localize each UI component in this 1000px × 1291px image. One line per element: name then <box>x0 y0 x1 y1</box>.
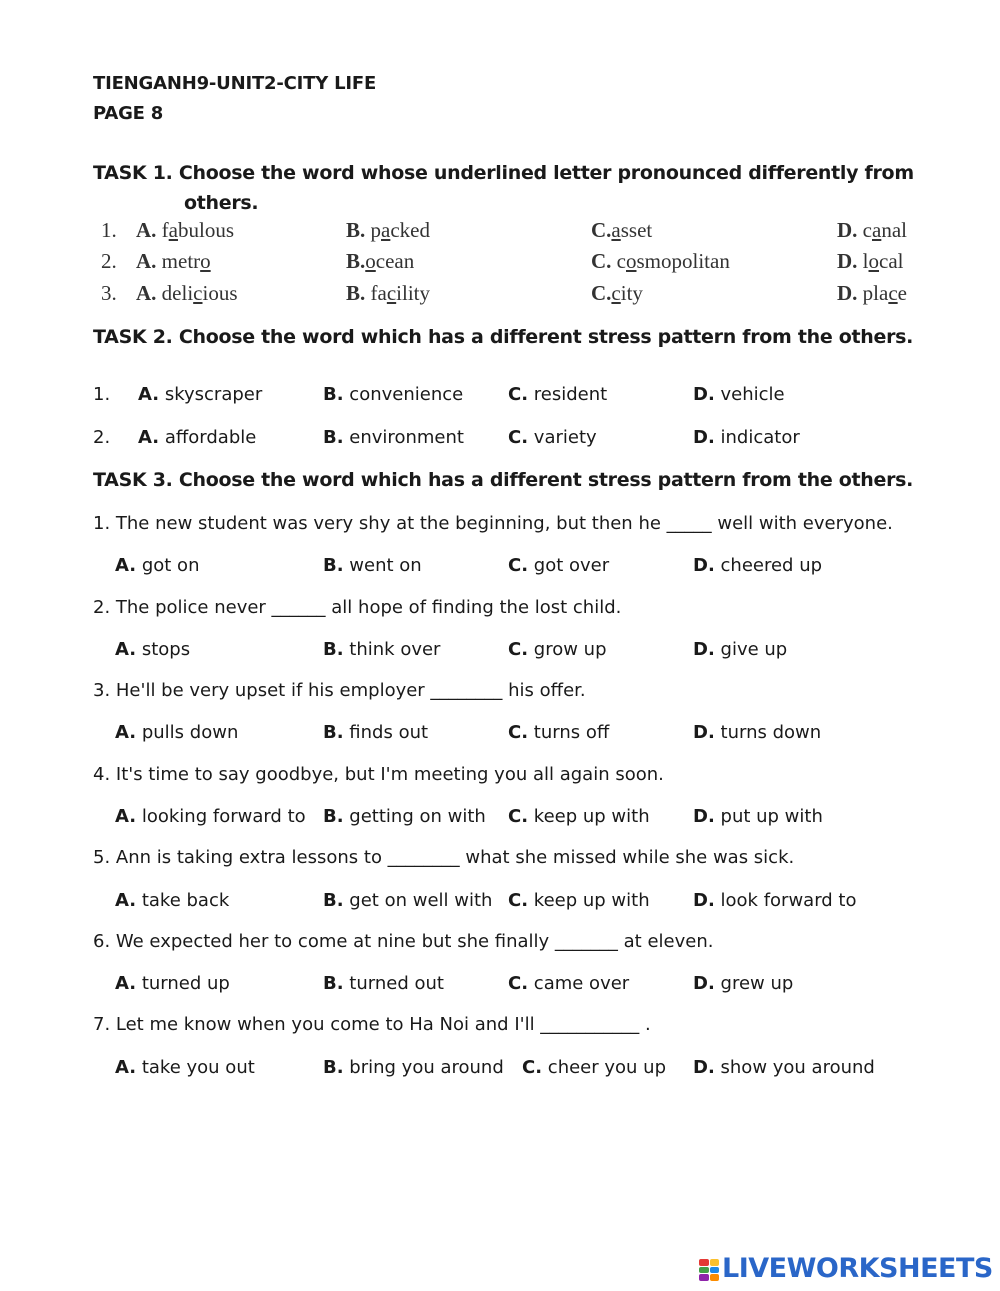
option-letter: D. <box>693 384 715 405</box>
word-part: nal <box>881 218 907 242</box>
option-letter: B. <box>346 218 366 242</box>
option-letter: A. <box>115 973 137 994</box>
word-part: f <box>161 218 169 242</box>
option-text: turns down <box>720 722 822 743</box>
option-letter: D. <box>693 973 715 994</box>
t1-q2-option-c[interactable] <box>591 249 730 274</box>
option-letter: B. <box>323 427 344 448</box>
word-part: l <box>862 249 869 273</box>
t3-q2-option-a[interactable] <box>115 639 190 660</box>
word-part: e <box>897 281 907 305</box>
option-text: take back <box>141 890 230 911</box>
t3-q7-option-d[interactable] <box>693 1057 875 1078</box>
option-letter: A. <box>115 1057 137 1078</box>
t3-q6-option-a[interactable] <box>115 973 230 994</box>
underlined-letter: o <box>868 249 880 273</box>
word-part: sset <box>620 218 653 242</box>
option-text: look forward to <box>720 890 857 911</box>
underlined-letter: o <box>365 249 376 273</box>
t3-q5-option-d[interactable] <box>693 890 857 911</box>
t1-q1-num: 1. <box>101 218 117 242</box>
underlined-letter: c <box>611 281 621 305</box>
option-letter: B. <box>323 1057 344 1078</box>
t3-q7-question: 7. Let me know when you come to Ha Noi and I'll ___________ . <box>93 1014 651 1035</box>
t2-q2-option-a[interactable] <box>138 427 256 448</box>
option-letter: C. <box>508 973 529 994</box>
t3-q6-option-c[interactable] <box>508 973 629 994</box>
t3-q3-option-c[interactable] <box>508 722 609 743</box>
option-text: pulls down <box>141 722 239 743</box>
t1-q2-option-b[interactable] <box>346 249 414 274</box>
option-letter: D. <box>693 722 715 743</box>
t1-q3-option-b[interactable] <box>346 281 430 306</box>
option-text: variety <box>533 427 597 448</box>
t3-q2-option-b[interactable] <box>323 639 440 660</box>
word-part: smopolitan <box>636 249 730 273</box>
t3-q2-option-d[interactable] <box>693 639 787 660</box>
option-text: got over <box>533 555 610 576</box>
t3-q4-option-d[interactable] <box>693 806 823 827</box>
t2-q2-num: 2. <box>93 427 111 448</box>
option-letter: A. <box>115 639 137 660</box>
t3-q5-option-a[interactable] <box>115 890 229 911</box>
word-part: cked <box>390 218 430 242</box>
option-letter: B. <box>346 249 366 273</box>
t3-q2-option-c[interactable] <box>508 639 607 660</box>
option-text: indicator <box>720 427 800 448</box>
option-letter: D. <box>693 427 715 448</box>
t1-q1-option-c[interactable] <box>591 218 652 243</box>
t3-q7-option-b[interactable] <box>323 1057 504 1078</box>
t1-q1-option-d[interactable] <box>837 218 907 243</box>
option-text: get on well with <box>349 890 493 911</box>
option-letter: A. <box>115 722 137 743</box>
option-letter: C. <box>508 555 529 576</box>
option-letter: A. <box>115 890 137 911</box>
option-text: vehicle <box>720 384 785 405</box>
option-letter: C. <box>508 639 529 660</box>
underlined-letter: c <box>888 281 898 305</box>
underlined-letter: a <box>168 218 178 242</box>
option-letter: C. <box>591 249 612 273</box>
option-letter: D. <box>693 555 715 576</box>
t3-q2-question: 2. The police never ______ all hope of finding the lost child. <box>93 597 622 618</box>
option-text: finds out <box>349 722 429 743</box>
t1-q1-option-b[interactable] <box>346 218 430 243</box>
t3-q4-option-a[interactable] <box>115 806 306 827</box>
t3-q5-question: 5. Ann is taking extra lessons to ________ what she missed while she was sick. <box>93 847 795 868</box>
option-letter: B. <box>323 806 344 827</box>
option-text: keep up with <box>533 890 650 911</box>
underlined-letter: c <box>193 281 203 305</box>
option-letter: A. <box>138 427 160 448</box>
option-letter: B. <box>323 890 344 911</box>
option-letter: D. <box>837 249 858 273</box>
t3-q7-option-c[interactable] <box>522 1057 666 1078</box>
option-text: give up <box>720 639 788 660</box>
word-part: metr <box>161 249 201 273</box>
option-letter: A. <box>136 281 157 305</box>
liveworksheets-logo-icon <box>699 1259 719 1281</box>
t3-q4-option-c[interactable] <box>508 806 650 827</box>
underlined-letter: o <box>626 249 637 273</box>
option-text: grew up <box>720 973 794 994</box>
word-part: p <box>370 218 382 242</box>
task3-title: TASK 3. Choose the word which has a different stress pattern from the others. <box>93 469 914 491</box>
option-letter: C. <box>522 1057 543 1078</box>
t1-q3-num: 3. <box>101 281 117 305</box>
task1-title-cont: others. <box>184 192 259 214</box>
worksheet-title: TIENGANH9-UNIT2-CITY LIFE <box>93 73 377 94</box>
option-letter: C. <box>508 806 529 827</box>
word-part: ility <box>396 281 431 305</box>
option-text: turns off <box>533 722 610 743</box>
option-text: bring you around <box>349 1057 504 1078</box>
option-letter: A. <box>136 249 157 273</box>
option-text: stops <box>141 639 191 660</box>
underlined-letter: o <box>200 249 211 273</box>
t1-q1-option-a[interactable] <box>136 218 234 243</box>
option-text: turned out <box>349 973 444 994</box>
t1-q2-option-d[interactable] <box>837 249 904 274</box>
option-letter: D. <box>693 1057 715 1078</box>
option-text: convenience <box>349 384 464 405</box>
liveworksheets-brand[interactable]: LIVEWORKSHEETS <box>722 1253 993 1284</box>
option-text: cheer you up <box>547 1057 667 1078</box>
underlined-letter: c <box>386 281 397 305</box>
t2-q2-option-b[interactable] <box>323 427 464 448</box>
t3-q3-option-b[interactable] <box>323 722 428 743</box>
t3-q1-option-b[interactable] <box>323 555 422 576</box>
word-part: cean <box>375 249 415 273</box>
option-letter: C. <box>591 218 612 242</box>
word-part: deli <box>161 281 194 305</box>
option-text: put up with <box>720 806 823 827</box>
t2-q1-num: 1. <box>93 384 111 405</box>
word-part: bulous <box>178 218 235 242</box>
option-text: skyscraper <box>164 384 263 405</box>
option-letter: C. <box>508 890 529 911</box>
t3-q5-option-b[interactable] <box>323 890 492 911</box>
option-text: looking forward to <box>141 806 306 827</box>
option-letter: B. <box>323 555 344 576</box>
option-text: affordable <box>164 427 257 448</box>
underlined-letter: a <box>872 218 882 242</box>
task2-title: TASK 2. Choose the word which has a different stress pattern from the others. <box>93 326 914 348</box>
option-letter: D. <box>693 890 715 911</box>
option-letter: A. <box>115 555 137 576</box>
option-text: went on <box>349 555 422 576</box>
option-text: turned up <box>141 973 230 994</box>
t3-q4-option-b[interactable] <box>323 806 486 827</box>
option-text: came over <box>533 973 630 994</box>
t2-q1-option-d[interactable] <box>693 384 785 405</box>
word-part: fa <box>370 281 387 305</box>
t3-q6-option-d[interactable] <box>693 973 793 994</box>
t3-q4-question: 4. It's time to say goodbye, but I'm meeting you all again soon. <box>93 764 664 785</box>
t3-q3-option-d[interactable] <box>693 722 821 743</box>
option-text: grow up <box>533 639 607 660</box>
option-text: got on <box>141 555 200 576</box>
option-letter: C. <box>591 281 612 305</box>
word-part: cal <box>879 249 904 273</box>
option-letter: D. <box>693 639 715 660</box>
option-text: getting on with <box>349 806 486 827</box>
t1-q3-option-a[interactable] <box>136 281 238 306</box>
word-part: pla <box>862 281 889 305</box>
t3-q6-option-b[interactable] <box>323 973 444 994</box>
t3-q3-option-a[interactable] <box>115 722 238 743</box>
word-part: ious <box>202 281 238 305</box>
t3-q1-option-c[interactable] <box>508 555 609 576</box>
option-letter: B. <box>323 639 344 660</box>
option-text: show you around <box>720 1057 875 1078</box>
option-letter: D. <box>837 218 858 242</box>
t2-q1-option-a[interactable] <box>138 384 262 405</box>
t3-q1-option-d[interactable] <box>693 555 822 576</box>
t3-q6-question: 6. We expected her to come at nine but she finally _______ at eleven. <box>93 931 714 952</box>
word-part: ity <box>620 281 643 305</box>
t3-q1-option-a[interactable] <box>115 555 199 576</box>
t1-q2-option-a[interactable] <box>136 249 211 274</box>
option-letter: B. <box>346 281 366 305</box>
option-letter: D. <box>693 806 715 827</box>
option-text: resident <box>533 384 608 405</box>
option-letter: C. <box>508 384 529 405</box>
option-letter: B. <box>323 722 344 743</box>
t1-q2-num: 2. <box>101 249 117 273</box>
task1-title: TASK 1. Choose the word whose underlined letter pronounced differently from <box>93 162 914 184</box>
t2-q1-option-b[interactable] <box>323 384 463 405</box>
underlined-letter: a <box>611 218 621 242</box>
option-letter: A. <box>115 806 137 827</box>
t3-q1-question: 1. The new student was very shy at the beginning, but then he _____ well with everyone. <box>93 513 893 534</box>
option-letter: C. <box>508 722 529 743</box>
word-part: c <box>862 218 872 242</box>
option-text: cheered up <box>720 555 823 576</box>
option-letter: A. <box>136 218 157 242</box>
option-letter: C. <box>508 427 529 448</box>
underlined-letter: a <box>381 218 391 242</box>
option-text: take you out <box>141 1057 255 1078</box>
option-text: keep up with <box>533 806 650 827</box>
option-letter: A. <box>138 384 160 405</box>
t1-q3-option-d[interactable] <box>837 281 907 306</box>
t3-q5-option-c[interactable] <box>508 890 650 911</box>
t2-q1-option-c[interactable] <box>508 384 607 405</box>
option-letter: B. <box>323 384 344 405</box>
option-text: think over <box>349 639 441 660</box>
t3-q7-option-a[interactable] <box>115 1057 255 1078</box>
option-text: environment <box>349 427 464 448</box>
option-letter: D. <box>837 281 858 305</box>
t3-q3-question: 3. He'll be very upset if his employer ________ his offer. <box>93 680 586 701</box>
t2-q2-option-d[interactable] <box>693 427 800 448</box>
t2-q2-option-c[interactable] <box>508 427 597 448</box>
word-part: c <box>616 249 626 273</box>
t1-q3-option-c[interactable] <box>591 281 643 306</box>
page-number: PAGE 8 <box>93 103 164 124</box>
option-letter: B. <box>323 973 344 994</box>
